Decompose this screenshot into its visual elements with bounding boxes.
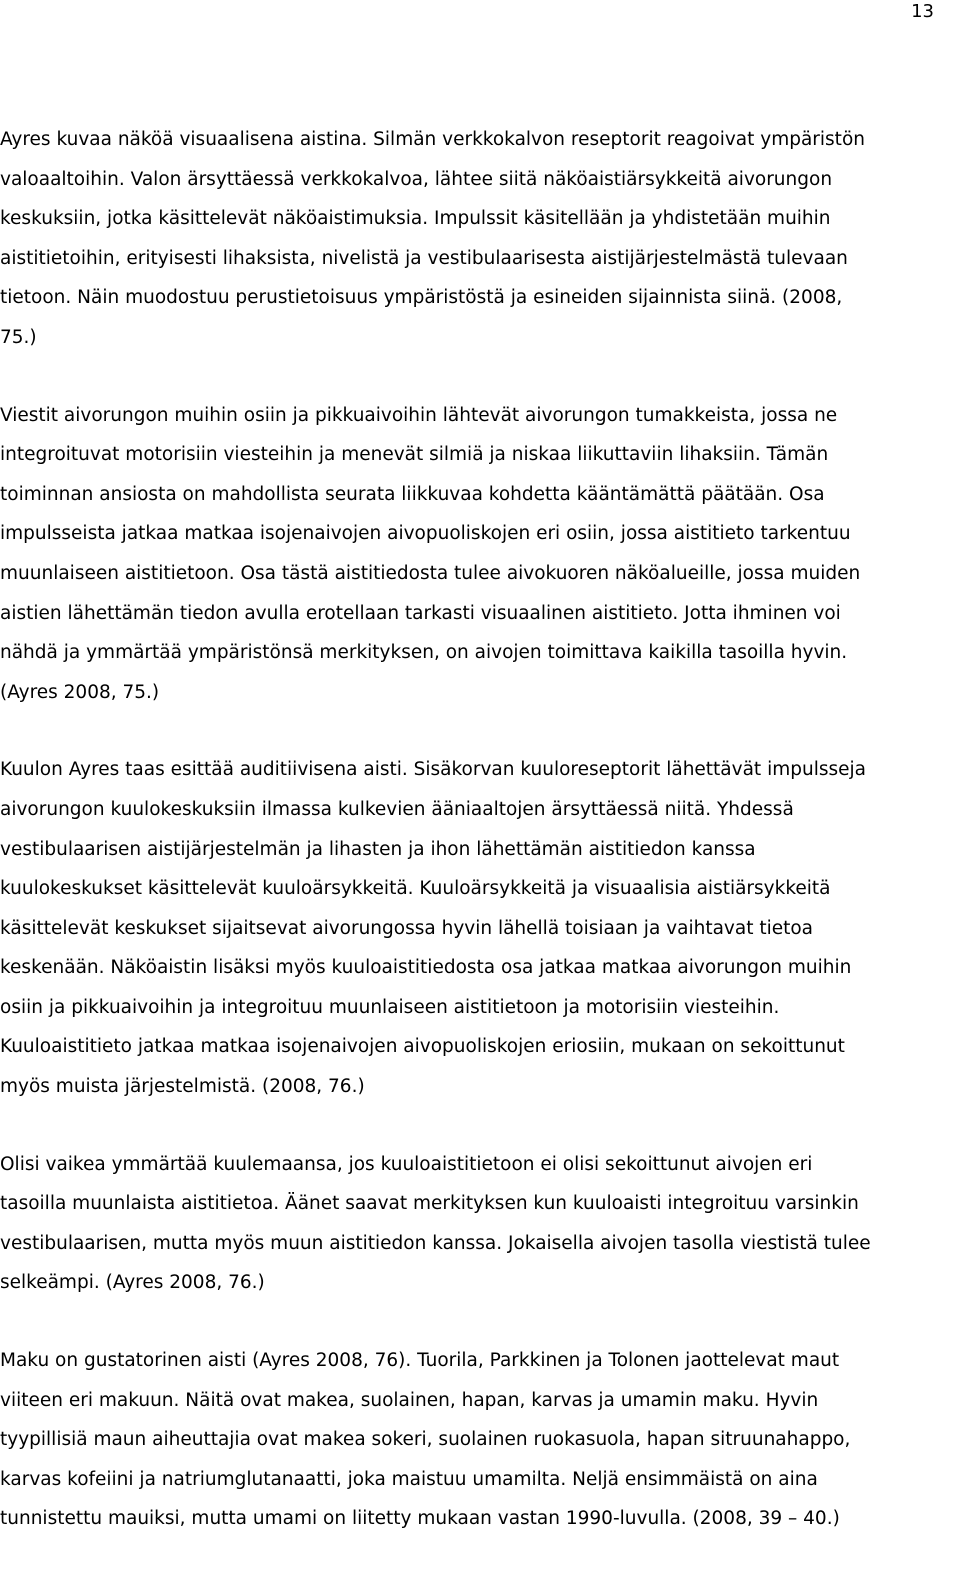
text-line: kuulokeskukset käsittelevät kuuloärsykkeitä. Kuuloärsykkeitä ja visuaalisia aistiärsykkeitä bbox=[0, 878, 831, 900]
text-line: Maku on gustatorinen aisti (Ayres 2008, 76). Tuorila, Parkkinen ja Tolonen jaottelevat maut bbox=[0, 1350, 840, 1372]
text-line: tyypillisiä maun aiheuttajia ovat makea sokeri, suolainen ruokasuola, hapan sitruunahappo, bbox=[0, 1429, 851, 1451]
text-line: keskenään. Näköaistin lisäksi myös kuuloaistitiedosta osa jatkaa matkaa aivorungon muihin bbox=[0, 957, 852, 979]
page-number: 13 bbox=[911, 1, 934, 22]
text-line: valoaaltoihin. Valon ärsyttäessä verkkokalvoa, lähtee siitä näköaistiärsykkeitä aivorungon bbox=[0, 168, 833, 190]
text-line: Kuulon Ayres taas esittää auditiivisena aisti. Sisäkorvan kuuloreseptorit lähettävät impulsseja bbox=[0, 759, 866, 781]
document-body bbox=[0, 120, 960, 1577]
text-line: tasoilla muunlaista aistitietoa. Äänet saavat merkityksen kun kuuloaisti integroituu varsinkin bbox=[0, 1193, 859, 1215]
text-line: toiminnan ansiosta on mahdollista seurata liikkuvaa kohdetta kääntämättä päätään. Osa bbox=[0, 483, 825, 505]
text-line: selkeämpi. (Ayres 2008, 76.) bbox=[0, 1272, 265, 1294]
text-line: aivorungon kuulokeskuksiin ilmassa kulkevien ääniaaltojen ärsyttäessä niitä. Yhdessä bbox=[0, 798, 794, 820]
text-line: nähdä ja ymmärtää ympäristönsä merkityksen, on aivojen toimittava kaikilla tasoilla hyvin. bbox=[0, 642, 848, 664]
paragraph-visual-pathways bbox=[0, 396, 960, 713]
text-line: osiin ja pikkuaivoihin ja integroituu muunlaiseen aistitietoon ja motorisiin viesteihin. bbox=[0, 996, 780, 1018]
text-line: karvas kofeiini ja natriumglutanaatti, joka maistuu umamilta. Neljä ensimmäistä on aina bbox=[0, 1468, 818, 1490]
text-line: käsittelevät keskukset sijaitsevat aivorungossa hyvin lähellä toisiaan ja vaihtavat tietoa bbox=[0, 917, 814, 939]
text-line: vestibulaarisen, mutta myös muun aistitiedon kanssa. Jokaisella aivojen tasolla viestistä tulee bbox=[0, 1232, 871, 1254]
text-line: vestibulaarisen aistijärjestelmän ja lihasten ja ihon lähettämän aistitiedon kanssa bbox=[0, 838, 756, 860]
text-line: integroituvat motorisiin viesteihin ja menevät silmiä ja niskaa liikuttaviin lihaksiin. Tämän bbox=[0, 444, 829, 466]
text-line: impulsseista jatkaa matkaa isojenaivojen aivopuoliskojen eri osiin, jossa aistitieto tarkentuu bbox=[0, 523, 851, 545]
text-line: Kuuloaistitieto jatkaa matkaa isojenaivojen aivopuoliskojen eriosiin, mukaan on sekoittunut bbox=[0, 1036, 845, 1058]
text-line: Olisi vaikea ymmärtää kuulemaansa, jos kuuloaistitietoon ei olisi sekoittunut aivojen eri bbox=[0, 1153, 813, 1175]
text-line: (Ayres 2008, 75.) bbox=[0, 681, 160, 703]
text-line: myös muista järjestelmistä. (2008, 76.) bbox=[0, 1076, 365, 1098]
text-line: viiteen eri makuun. Näitä ovat makea, suolainen, hapan, karvas ja umamin maku. Hyvin bbox=[0, 1389, 819, 1411]
text-line: aistitietoihin, erityisesti lihaksista, nivelistä ja vestibulaarisesta aistijärjestelmästä tulevaan bbox=[0, 247, 848, 269]
text-line: aistien lähettämän tiedon avulla erotellaan tarkasti visuaalinen aistitieto. Jotta ihminen voi bbox=[0, 602, 841, 624]
text-line: tunnistettu mauiksi, mutta umami on liitetty mukaan vastan 1990-luvulla. (2008, 39 – 40.) bbox=[0, 1508, 840, 1530]
text-line: Viestit aivorungon muihin osiin ja pikkuaivoihin lähtevät aivorungon tumakkeista, jossa ne bbox=[0, 404, 838, 426]
paragraph-hearing bbox=[0, 750, 960, 1106]
text-line: muunlaiseen aistitietoon. Osa tästä aistitiedosta tulee aivokuoren näköalueille, jossa muiden bbox=[0, 562, 861, 584]
paragraph-hearing-integration bbox=[0, 1145, 960, 1303]
text-line: 75.) bbox=[0, 326, 37, 348]
paragraph-vision bbox=[0, 120, 960, 358]
paragraph-taste bbox=[0, 1341, 960, 1539]
text-line: Ayres kuvaa näköä visuaalisena aistina. Silmän verkkokalvon reseptorit reagoivat ympäristön bbox=[0, 129, 865, 150]
text-line: tietoon. Näin muodostuu perustietoisuus ympäristöstä ja esineiden sijainnista siinä. (2008, bbox=[0, 287, 843, 309]
text-line: keskuksiin, jotka käsittelevät näköaistimuksia. Impulssit käsitellään ja yhdistetään muihin bbox=[0, 208, 831, 230]
